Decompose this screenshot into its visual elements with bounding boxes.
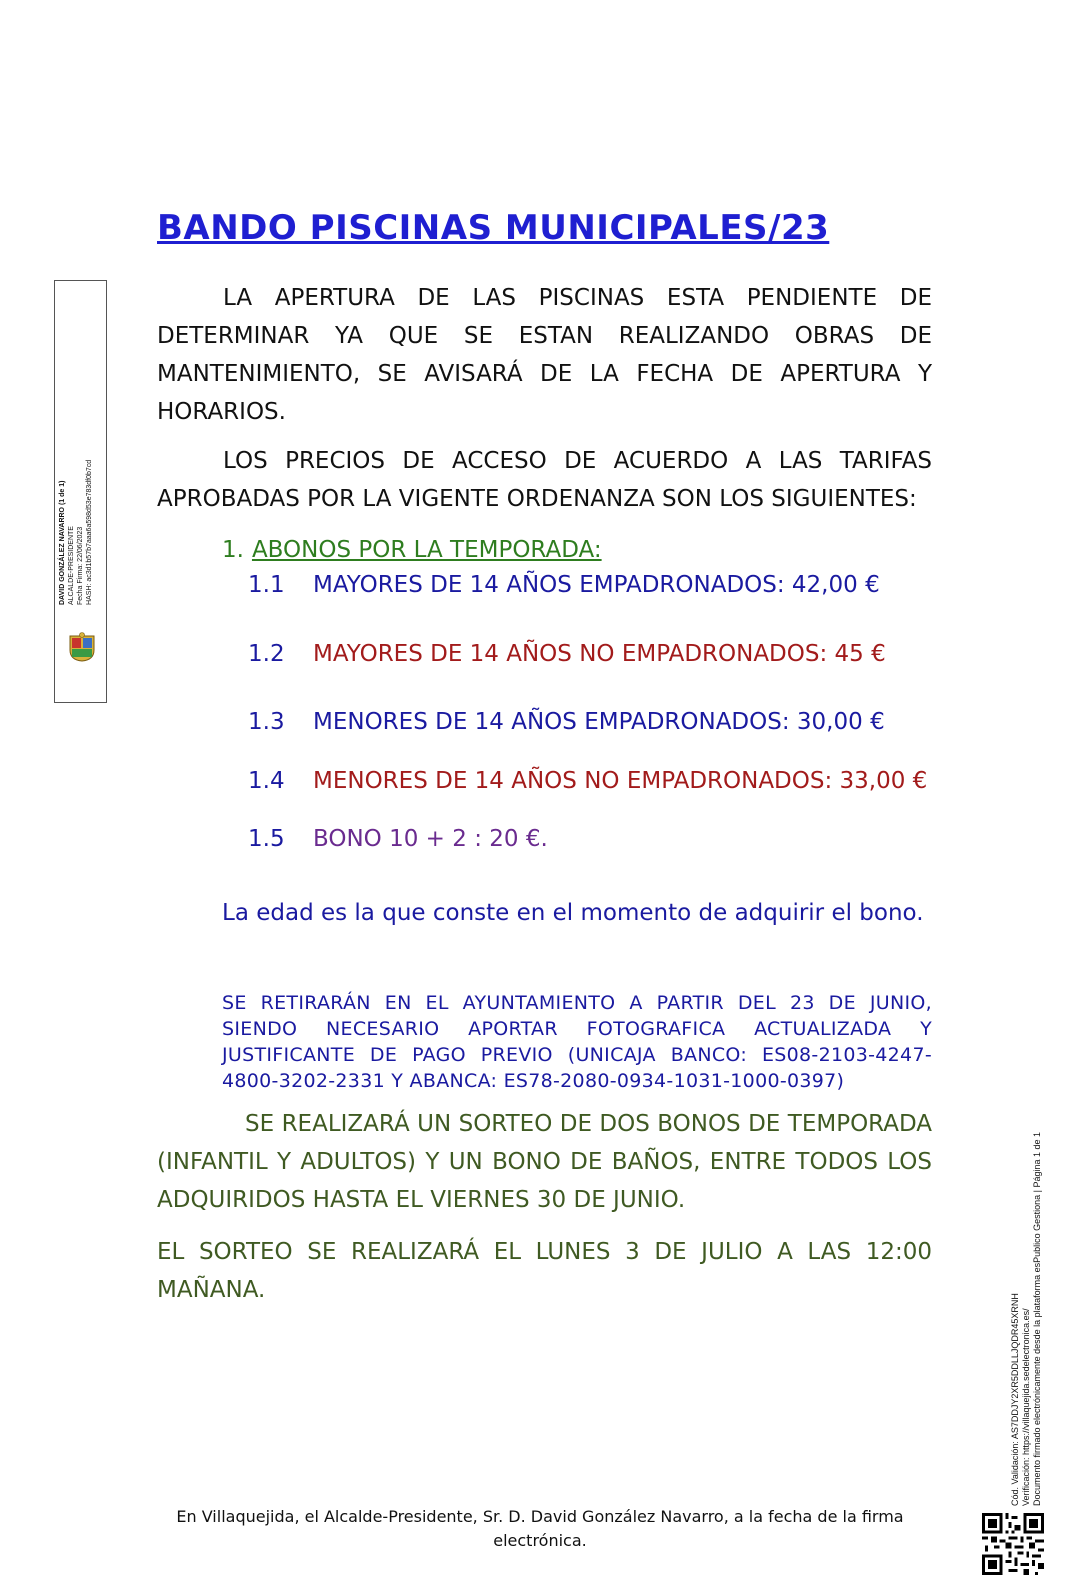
- paragraph-fecha-sorteo: EL SORTEO SE REALIZARÁ EL LUNES 3 DE JULIO A LAS 12:00 MAÑANA.: [157, 1239, 932, 1303]
- paragraph-precios: LOS PRECIOS DE ACCESO DE ACUERDO A LAS TARIFAS APROBADAS POR LA VIGENTE ORDENANZA SON LOS SIGUIENTES:: [157, 448, 932, 512]
- list-item: [222, 824, 932, 854]
- note-retiran: SE RETIRARÁN EN EL AYUNTAMIENTO A PARTIR DEL 23 DE JUNIO, SIENDO NECESARIO APORTAR FOTOGRAFICA ACTUALIZADA Y JUSTIFICANTE DE PAGO PREVIO (UNICAJA BANCO: ES08-2103-4247-4800-3202-2331 Y ABANCA: ES78-2080-0934-1031-1000-0397): [222, 992, 932, 1092]
- note-edad: La edad es la que conste en el momento de adquirir el bono.: [222, 900, 924, 926]
- list-heading: [222, 537, 602, 563]
- list-item-number: 1.3: [248, 709, 285, 735]
- list-heading-text: ABONOS POR LA TEMPORADA:: [251, 537, 602, 563]
- validation-doc: Documento firmado electrónicamente desde la plataforma esPublico Gestiona | Página 1 de 1: [1032, 1131, 1042, 1506]
- signer-role: ALCALDE-PRESIDENTE: [68, 526, 75, 605]
- list-item-text: MAYORES DE 14 AÑOS NO EMPADRONADOS: 45 €: [313, 641, 886, 667]
- validation-code: Cód. Validación: AS7DDJY2XR5DDLLJQDR45XRNH: [1010, 1293, 1020, 1506]
- list-item-text: MENORES DE 14 AÑOS EMPADRONADOS: 30,00 €: [313, 709, 885, 735]
- footer-signature-line: En Villaquejida, el Alcalde-Presidente, Sr. D. David González Navarro, a la fecha de la firma electrónica.: [176, 1507, 904, 1550]
- list-item-number: 1.5: [248, 826, 285, 852]
- list-item-text: MAYORES DE 14 AÑOS EMPADRONADOS: 42,00 €: [313, 572, 880, 598]
- validation-url: Verificación: https://villaquejida.sedelectronica.es/: [1021, 1308, 1031, 1506]
- validation-text: [1010, 1026, 1052, 1506]
- list-item-number: 1.2: [248, 641, 285, 667]
- list-heading-number: 1.: [222, 537, 244, 563]
- document-title: BANDO PISCINAS MUNICIPALES/23: [157, 208, 830, 248]
- list-item: [222, 766, 932, 826]
- list-item: [222, 707, 932, 767]
- list-item: [222, 570, 932, 630]
- list-item-text: BONO 10 + 2 : 20 €.: [313, 826, 548, 852]
- paragraph-sorteo: SE REALIZARÁ UN SORTEO DE DOS BONOS DE TEMPORADA (INFANTIL Y ADULTOS) Y UN BONO DE BAÑOS, ENTRE TODOS LOS ADQUIRIDOS HASTA EL VIERNES 30 DE JUNIO.: [157, 1111, 932, 1213]
- list-item-text: MENORES DE 14 AÑOS NO EMPADRONADOS: 33,00 €: [313, 768, 928, 794]
- paragraph-apertura: LA APERTURA DE LAS PISCINAS ESTA PENDIENTE DE DETERMINAR YA QUE SE ESTAN REALIZANDO OBRAS DE MANTENIMIENTO, SE AVISARÁ DE LA FECHA DE APERTURA Y HORARIOS.: [157, 285, 932, 425]
- signer-name: DAVID GONZÁLEZ NAVARRO (1 de 1): [59, 480, 66, 605]
- list-item-number: 1.4: [248, 768, 285, 794]
- coat-of-arms-icon: [62, 632, 102, 662]
- list-item: [222, 639, 932, 699]
- signature-hash: HASH: ac3d1b57b7aaa6a598d53e783df0b7cd: [86, 459, 93, 605]
- signature-date: Fecha Firma: 22/06/2023: [77, 526, 84, 605]
- signature-stamp-text: [58, 395, 106, 605]
- list-item-number: 1.1: [248, 572, 285, 598]
- qr-code-icon: [982, 1513, 1044, 1575]
